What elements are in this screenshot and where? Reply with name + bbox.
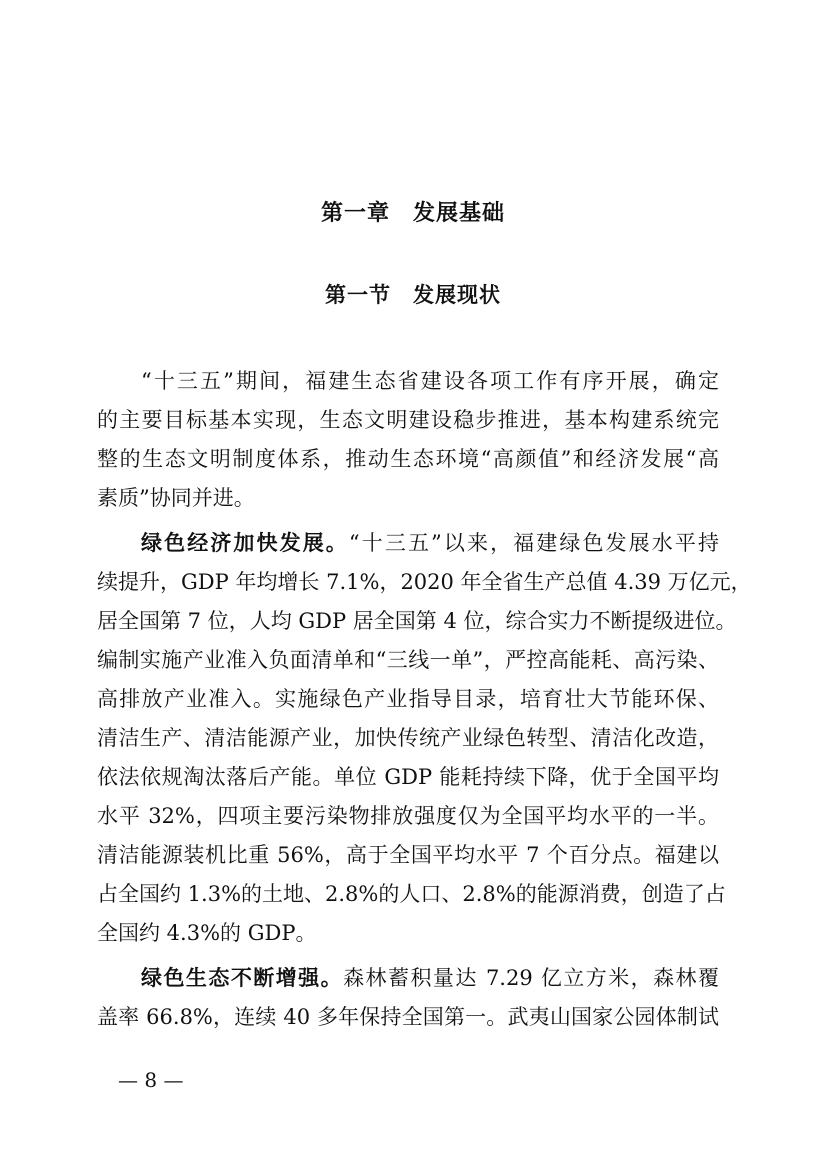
paragraph-intro: [97, 362, 719, 518]
page-number: — 8 —: [118, 1068, 184, 1092]
text-line: 素质”协同并进。: [97, 486, 255, 510]
text-line: [97, 959, 719, 998]
text-line: 清洁生产、清洁能源产业，加快传统产业绿色转型、清洁化改造，: [97, 726, 719, 750]
text-line: 水平 32%，四项主要污染物排放强度仅为全国平均水平的一半。: [97, 804, 719, 828]
text-line: 清洁能源装机比重 56%，高于全国平均水平 7 个百分点。福建以: [97, 843, 719, 867]
text-line: 盖率 66.8%，连续 40 多年保持全国第一。武夷山国家公园体制试: [97, 1005, 719, 1029]
text-span: 森林蓄积量达 7.29 亿立方米，森林覆: [343, 966, 720, 990]
document-body: [97, 362, 752, 1043]
text-line: 整的生态文明制度体系，推动生态环境“高颜值”和经济发展“高: [97, 447, 719, 471]
paragraph-green-economy: [97, 524, 752, 953]
text-line: 编制实施产业准入负面清单和“三线一单”，严控高能耗、高污染、: [97, 648, 719, 672]
text-line: 续提升，GDP 年均增长 7.1%，2020 年全省生产总值 4.39 万亿元，: [97, 570, 752, 594]
text-span: “十三五”以来，福建绿色发展水平持: [348, 531, 719, 555]
text-line: 居全国第 7 位，人均 GDP 居全国第 4 位，综合实力不断提级进位。: [97, 609, 737, 633]
text-line: 占全国约 1.3%的土地、2.8%的人口、2.8%的能源消费，创造了占: [97, 882, 726, 906]
section-title: 第一节 发展现状: [325, 282, 501, 307]
text-line: [97, 524, 719, 563]
paragraph-green-ecology: [97, 959, 719, 1037]
paragraph-lead: 绿色经济加快发展。: [141, 531, 349, 555]
text-line: 依法依规淘汰落后产能。单位 GDP 能耗持续下降，优于全国平均: [97, 765, 719, 789]
text-line: “十三五”期间，福建生态省建设各项工作有序开展，确定: [141, 369, 719, 393]
text-line: 高排放产业准入。实施绿色产业指导目录，培育壮大节能环保、: [97, 687, 719, 711]
chapter-title: 第一章 发展基础: [320, 201, 505, 226]
text-line: 的主要目标基本实现，生态文明建设稳步推进，基本构建系统完: [97, 408, 719, 432]
paragraph-lead: 绿色生态不断增强。: [141, 966, 344, 990]
text-line: 全国约 4.3%的 GDP。: [97, 921, 317, 945]
